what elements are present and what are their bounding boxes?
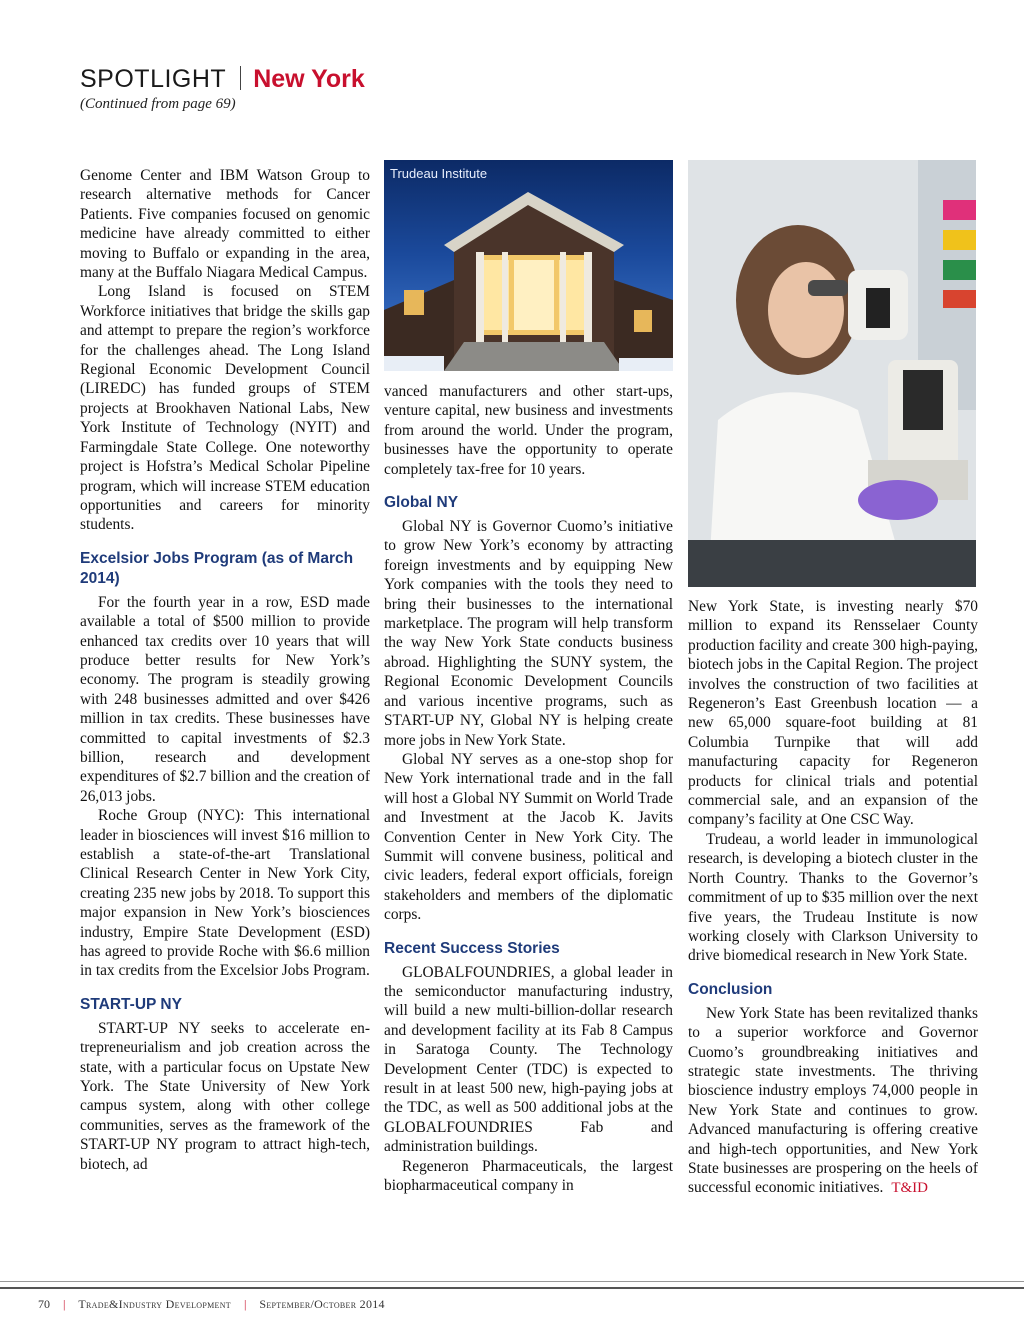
paragraph: vanced manufacturers and other start-ups, venture capital, new business and investments from around the world. Under the program, businesses have the opportunity to operate completely tax-free for 10 years. [384,383,673,478]
footer-rule [0,1287,1024,1289]
article-column-1 [80,166,370,1174]
footer-rule-thin [0,1281,1024,1282]
subheading-recent-success: Recent Success Stories [384,939,560,957]
paragraph: New York State, is investing nearly $70 million to expand its Rensselaer County production facility and create 300 high-paying, biotech jobs in the Capital Region. The project involves the construction of two facilities at Regeneron’s East Greenbush location — a new 65,000 square-foot building at 81 Columbia Turnpike that will add manufacturing capacity for Regeneron products for clinical trials and potential commercial sale, and an expansion of the company’s facility at One CSC Way. [688,598,978,829]
subheading-conclusion: Conclusion [688,980,773,998]
subheading-excelsior: Excelsior Jobs Program (as of March 2014) [80,549,354,587]
trudeau-institute-photo [384,160,673,371]
issue-date: September/October 2014 [259,1297,385,1311]
photo-caption: Trudeau Institute [390,166,488,181]
scientist-microscope-photo-icon [688,160,976,587]
paragraph: Trudeau, a world leader in immunological research, is developing a biotech cluster in the North Country. Thanks to the Governor’s commitment of up to $35 million over the next five years, the Trudeau Institute is now working closely with Clarkson University to drive biomedical research in New York State. [688,830,978,965]
magazine-name: Trade&Industry Development [78,1297,231,1311]
section-label: SPOTLIGHT [80,65,227,93]
footer-separator: | [243,1297,247,1311]
article-column-2 [384,382,673,1195]
paragraph: GLOBALFOUNDRIES, a global leader in the semiconductor manufacturing industry, will build a new multi-billion-dollar research and development facility at its Fab 8 Campus in Saratoga County. The Technology Development Center (TDC) is expected to result in at least 500 new, high-paying jobs at the TDC, as well as 500 additional jobs at the GLOBALFOUNDRIES Fab and administration buildings. [384,963,673,1156]
paragraph: START-UP NY seeks to accelerate entrepreneurialism and job creation across the state, with a particular focus on Upstate New York. The State University of New York campus system, along with other college communities, serves as the framework of the START-UP NY program to attract high-tech, biotech, ad [80,1019,370,1173]
page-footer [38,1297,385,1312]
paragraph: Regeneron Pharmaceuticals, the largest biopharmaceutical company in [384,1157,673,1195]
subheading-global-ny: Global NY [384,494,459,512]
section-state: New York [253,65,365,93]
page-number: 70 [38,1297,50,1311]
paragraph: Genome Center and IBM Watson Group to research alternative methods for Cancer Patients. Five companies focused on genomic medicine have already committed to either moving to Buffalo or expanding in the area, many at the Buffalo Niagara Medical Campus. [80,167,370,282]
paragraph: Roche Group (NYC): This international leader in biosciences will invest $16 million to establish a state-of-the-art Translational Clinical Research Center in New York City, creating 235 new jobs by 2018. To support this major expansion in New York’s biosciences industry, Empire State Development (ESD) has agreed to provide Roche with $6.6 million in tax credits from the Excelsior Jobs Program. [80,807,370,980]
footer-separator: | [63,1297,66,1311]
paragraph [688,1004,978,1199]
paragraph-text: New York State has been revitalized thanks to a superior workforce and Governor Cuomo’s groundbreaking initiatives and strategic state investments. The thriving bioscience industry employs 74,000 people in New York State and continues to grow. Advanced manufacturing is offering creative and high-tech opportunities, and New York State businesses are prospering on the heels of successful economic initiatives. [688,1004,978,1197]
subheading-startup-ny: START-UP NY [80,995,182,1013]
article-column-3 [688,597,978,1199]
lab-scientist-photo [688,160,976,587]
header-divider [240,66,241,90]
paragraph: Global NY is Governor Cuomo’s initiative to grow New York’s economy by attracting foreign investments and by equipping New York companies with the tools they need to bring their businesses to the international marketplace. The program will help transform the way New York State conducts business abroad. Highlighting the SUNY system, the Regional Economic Development Councils and various incentive programs, such as START-UP NY, Global NY is helping create more jobs in New York State. [384,518,673,749]
paragraph: For the fourth year in a row, ESD made available a total of $500 million to provide enhanced tax credits over 10 years that will produce better results for New York’s economy. The program is steadily growing with 248 businesses admitted and over $426 million in tax credits. These businesses have committed to capital investments of $2.3 billion, research and development expenditures of $2.7 billion and the creation of 26,013 jobs. [80,593,370,805]
paragraph: Global NY serves as a one-stop shop for New York international trade and in the fall will host a Global NY Summit on World Trade and Investment at the Jacob K. Javits Convention Center in New York City. The Summit will convene business, political and civic leaders, federal export officials, foreign stakeholders and members of the diplomatic corps. [384,750,673,924]
paragraph: Long Island is focused on STEM Workforce initiatives that bridge the skills gap and attempt to prepare the region’s workforce for the challenges ahead. The Long Island Regional Economic Development Council (LIREDC) has funded groups of STEM projects at Brookhaven National Labs, New York Institute of Technology (NYIT) and Farmingdale State College. One noteworthy project is Hofstra’s Medical Scholar Pipeline program, which will increase STEM education opportunities and careers for minority students. [80,283,370,534]
continued-note: (Continued from page 69) [80,96,236,112]
end-mark: T&ID [891,1180,928,1197]
section-header [80,64,365,94]
building-photo-icon [384,160,673,371]
